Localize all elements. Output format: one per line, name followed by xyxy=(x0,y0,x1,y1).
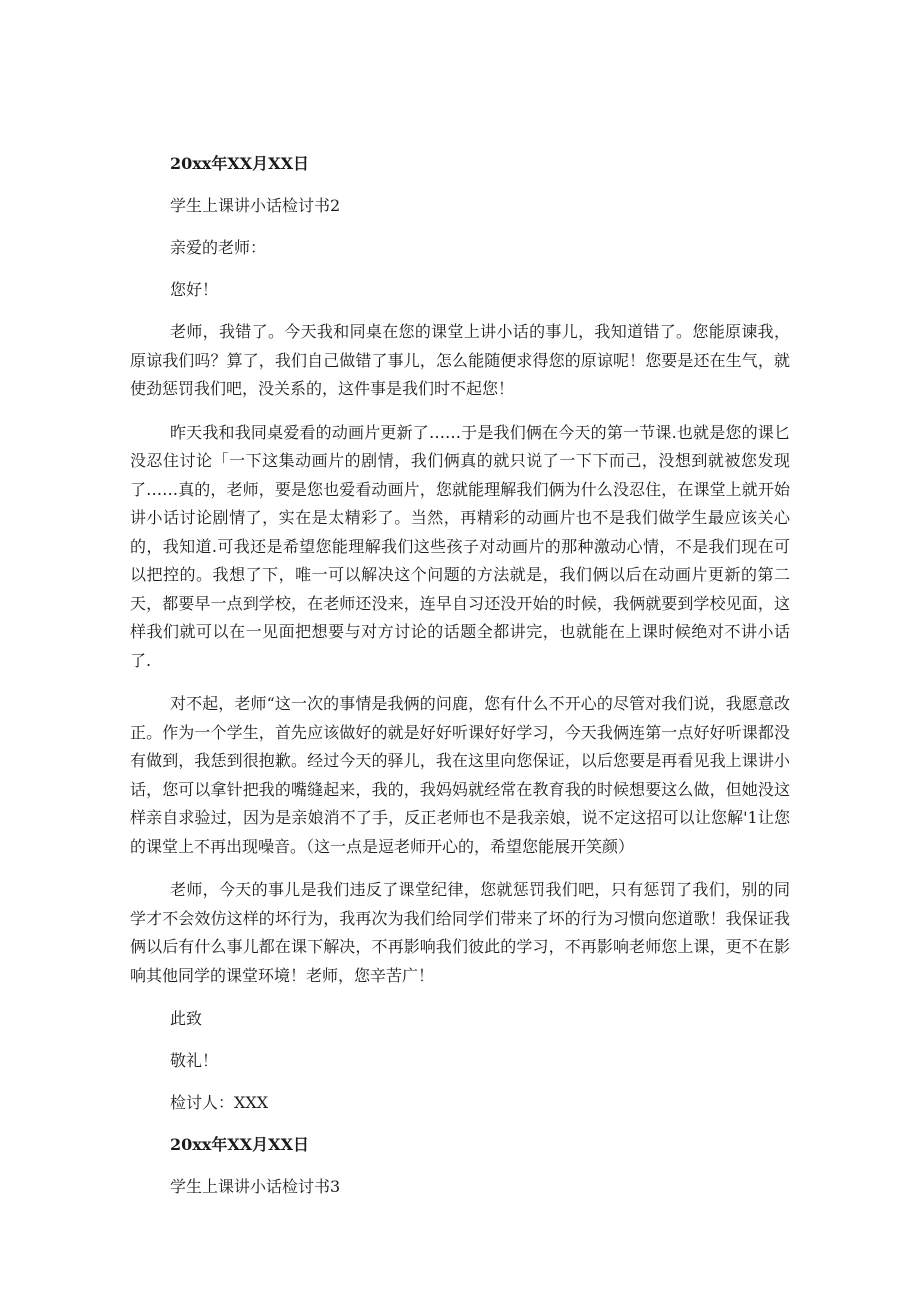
greeting: 您好！ xyxy=(170,280,219,299)
paragraph-3: 对不起，老师“这一次的事情是我俩的问鹿，您有什么不开心的尽管对我们说，我愿意改正。作为一个学生，首先应该做好的就是好好听课好好学习，今天我俩连第一点好好听课都没有做到，我恁到很抱歉。经过今天的驿儿，我在这里向您保证，以后您要是再看见我上课讲小话，您可以拿针把我的嘴缝起来，我的，我妈妈就经常在教育我的时候想要这么做，但她没这样亲自求验过，因为是亲娘消不了手，反正老师也不是我亲娘，说不定这招可以让您解'1让您的课堂上不再出现噪音。（这一点是逗老师开心的，希望您能展开笑颜） xyxy=(130,694,790,856)
salutation: 亲爱的老师： xyxy=(170,238,267,257)
closing-1: 此致 xyxy=(170,1009,203,1028)
paragraph-4: 老师，今天的事儿是我们违反了课堂纪律，您就惩罚我们吧，只有惩罚了我们，别的同学才不会效仿这样的坏行为，我再次为我们给同学们带来了坏的行为习惯向您道歌！我保证我俩以后有什么事儿都在课下解决，不再影响我们彼此的学习，不再影响老师您上课，更不在影响其他同学的课堂环境！老师，您辛苦广！ xyxy=(130,880,790,985)
section-title-3: 学生上课讲小话检讨书3 xyxy=(170,1177,341,1196)
date-bottom: 20xx年XX月XX日 xyxy=(170,1135,310,1154)
closing-2: 敬礼！ xyxy=(170,1051,219,1070)
paragraph-1: 老师，我错了。今天我和同桌在您的课堂上讲小话的事儿，我知道错了。您能原谏我，原谅我们吗？算了，我们自己做错了事儿，怎么能随便求得您的原谅呢！您要是还在生气，就使劲惩罚我们吧，没关系的，这件事是我们时不起您！ xyxy=(130,322,790,398)
paragraph-2: 昨天我和我同桌爱看的动画片更新了……于是我们俩在今天的第一节课.也就是您的课匕没忍住讨论「一下这集动画片的剧情，我们俩真的就只说了一下下而己，没想到就被您发现了……真的，老师，要是您也爱看动画片，您就能理解我们俩为什么没忍住，在课堂上就开始讲小话讨论剧情了，实在是太精彩了。当然，再精彩的动画片也不是我们做学生最应该关心的，我知道.可我还是希望您能理解我们这些孩子对动画片的那种激动心情，不是我们现在可以把控的。我想了下，唯一可以解决这个问题的方法就是，我们俩以后在动画片更新的第二天，都要早一点到学校，在老师还没来，连早自习还没开始的时候，我俩就要到学校见面，这样我们就可以在一见面把想要与对方讨论的话题全都讲完，也就能在上课时候绝对不讲小话了. xyxy=(130,422,790,670)
document-body xyxy=(130,150,790,1215)
section-title-2: 学生上课讲小话检讨书2 xyxy=(170,196,341,215)
signer: 检讨人：XXX xyxy=(170,1093,269,1112)
date-top: 20xx年XX月XX日 xyxy=(170,154,310,173)
